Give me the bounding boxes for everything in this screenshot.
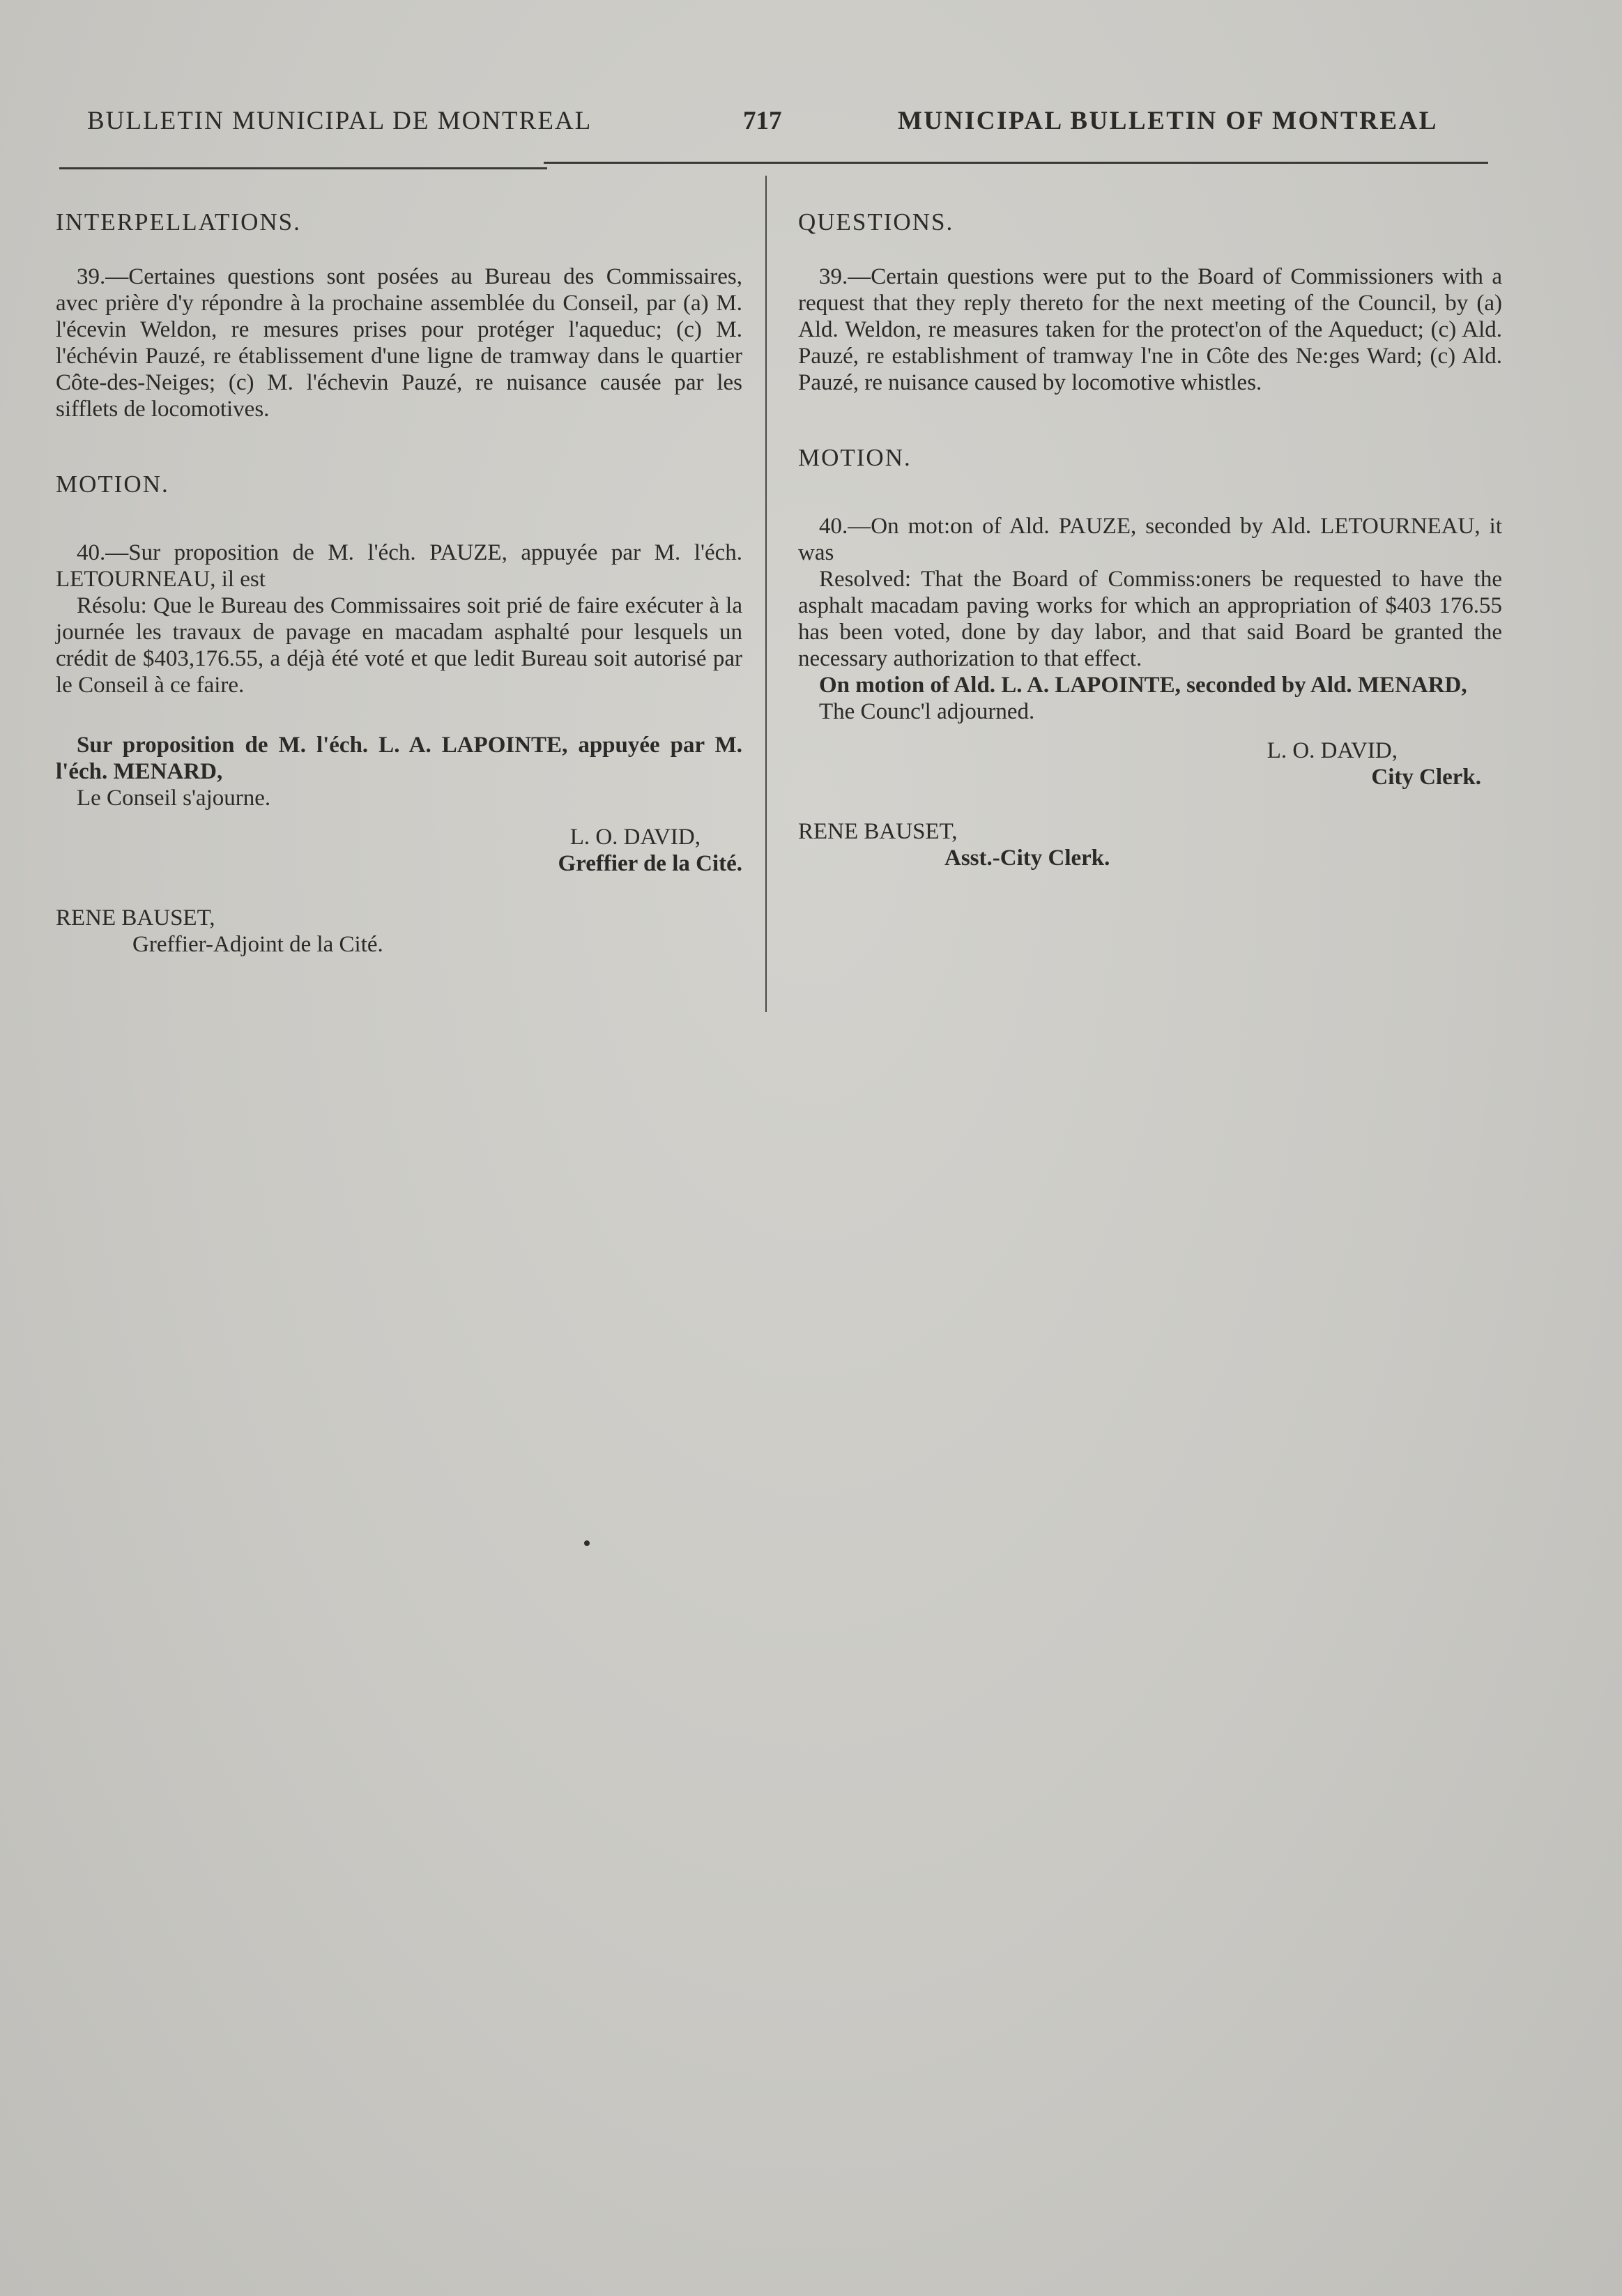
column-divider [765,176,767,1012]
questions-paragraph: 39.—Certain questions were put to the Board of Commissioners with a request that they reply thereto for the next meeting of the Council, by (a) Ald. Weldon, re measures taken for the protect'on of the Aqueduct; (c) Ald. Pauzé, re establishment of tramway l'ne in Côte des Ne:ges Ward; (c) Ald. Pauzé, re nuisance caused by locomotive whistles. [798,264,1502,395]
english-adjourn-motion: On motion of Ald. L. A. LAPOINTE, seconded by Ald. MENARD, [819,673,1467,698]
english-column [798,209,1502,871]
ink-speck [584,1540,590,1546]
english-asst-title: Asst.-City Clerk. [944,845,1110,871]
interpellations-heading: INTERPELLATIONS. [56,208,301,236]
english-motion-heading: MOTION. [798,444,912,471]
french-adjourn-motion: Sur proposition de M. l'éch. L. A. LAPOINTE, appuyée par M. l'éch. MENARD, [56,733,742,784]
english-adjourned: The Counc'l adjourned. [819,699,1035,724]
french-asst-name: RENE BAUSET, [56,905,215,931]
french-clerk-title: Greffier de la Cité. [558,851,742,876]
english-clerk-name: L. O. DAVID, [1267,738,1398,763]
english-asst-name: RENE BAUSET, [798,819,958,844]
questions-heading: QUESTIONS. [798,208,954,236]
english-motion-paragraph: 40.—On mot:on of Ald. PAUZE, seconded by Ald. LETOURNEAU, it was [798,514,1502,565]
french-column [56,209,742,958]
english-clerk-title: City Clerk. [1371,765,1481,790]
french-motion-heading: MOTION. [56,470,169,498]
header-rule-left [59,167,547,169]
french-resolved-paragraph: Résolu: Que le Bureau des Commissaires soit prié de faire exécuter à la journée les travaux de pavage en macadam asphalté pour lesquels un crédit de $403,176.55, a déjà été voté et que ledit Bureau soit autorisé par le Conseil à ce faire. [56,593,742,698]
french-adjourned: Le Conseil s'ajourne. [77,786,271,811]
page-number: 717 [743,107,782,135]
french-clerk-name: L. O. DAVID, [569,825,701,850]
english-resolved-paragraph: Resolved: That the Board of Commiss:oners be requested to have the asphalt macadam paving works for which an appropriation of $403 176.55 has been voted, done by day labor, and that said Board be granted the necessary authorization to that effect. [798,567,1502,671]
header-rule-right [544,162,1488,164]
french-motion-paragraph: 40.—Sur proposition de M. l'éch. PAUZE, appuyée par M. l'éch. LETOURNEAU, il est [56,540,742,592]
header-french-title: BULLETIN MUNICIPAL DE MONTREAL [87,107,592,135]
french-asst-title: Greffier-Adjoint de la Cité. [132,932,383,957]
header-english-title: MUNICIPAL BULLETIN OF MONTREAL [898,107,1438,135]
interpellations-paragraph: 39.—Certaines questions sont posées au Bureau des Commissaires, avec prière d'y répondre à la prochaine assemblée du Conseil, par (a) M. l'écevin Weldon, re mesures prises pour protéger l'aqueduc; (c) M. l'échévin Pauzé, re établissement d'une ligne de tramway dans le quartier Côte-des-Neiges; (c) M. l'échevin Pauzé, re nuisance causée par les sifflets de locomotives. [56,264,742,422]
